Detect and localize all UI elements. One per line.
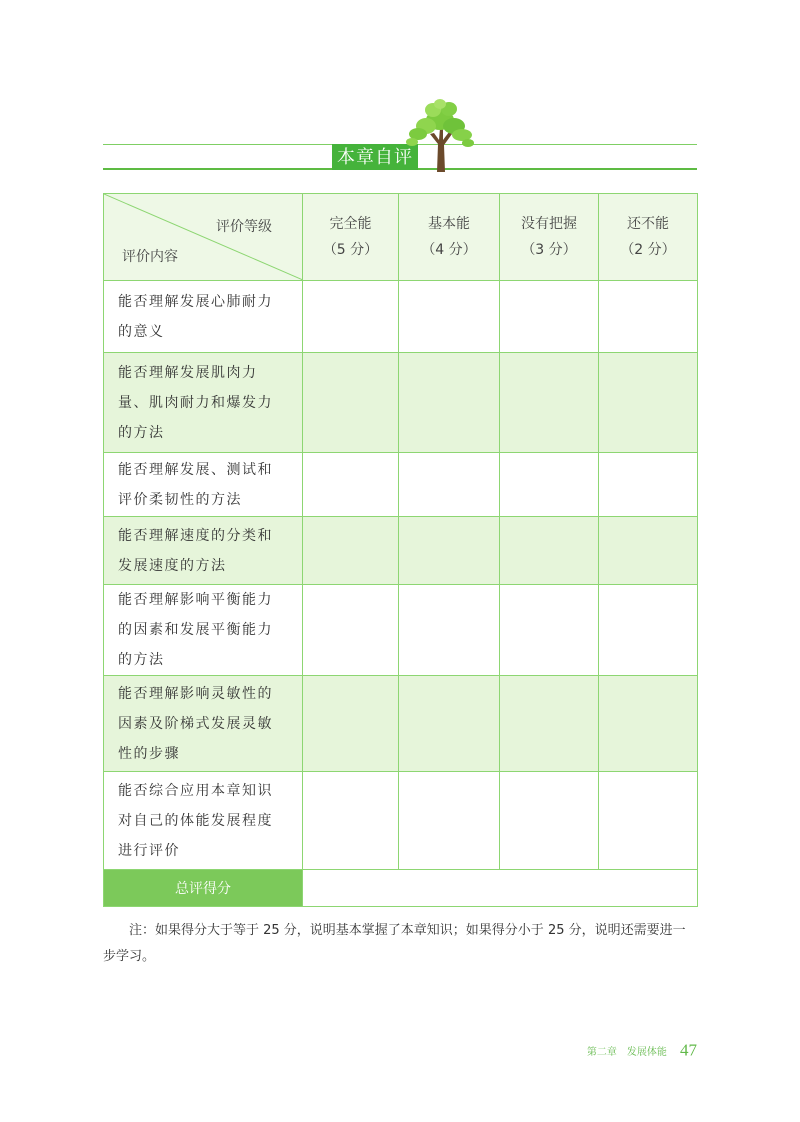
corner-label-content: 评价内容 (122, 249, 178, 265)
table-row (104, 453, 698, 517)
score-cell[interactable] (500, 676, 599, 772)
score-cell[interactable] (399, 585, 500, 676)
column-header-cannot: 还不能 （2 分） (599, 194, 698, 281)
score-cell[interactable] (399, 453, 500, 517)
chapter-header (0, 0, 800, 180)
table-row (104, 676, 698, 772)
total-score-cell[interactable] (303, 870, 698, 907)
row-label: 能否理解影响平衡能力 的因素和发展平衡能力 的方法 (104, 585, 303, 676)
column-header-basic: 基本能 （4 分） (399, 194, 500, 281)
total-score-label: 总评得分 (104, 870, 303, 907)
score-cell[interactable] (500, 585, 599, 676)
page-number: 47 (680, 1040, 697, 1060)
row-label: 能否理解发展肌肉力 量、肌肉耐力和爆发力 的方法 (104, 353, 303, 453)
score-cell[interactable] (500, 353, 599, 453)
table-row (104, 281, 698, 353)
score-cell[interactable] (399, 353, 500, 453)
score-cell[interactable] (599, 281, 698, 353)
score-cell[interactable] (500, 281, 599, 353)
score-cell[interactable] (599, 517, 698, 585)
table-row (104, 517, 698, 585)
score-cell[interactable] (599, 353, 698, 453)
score-cell[interactable] (303, 281, 399, 353)
row-label: 能否理解影响灵敏性的 因素及阶梯式发展灵敏 性的步骤 (104, 676, 303, 772)
table-row (104, 585, 698, 676)
table-row (104, 353, 698, 453)
section-title: 本章自评 (332, 144, 418, 170)
score-cell[interactable] (599, 453, 698, 517)
corner-label-level: 评价等级 (216, 219, 272, 235)
score-cell[interactable] (599, 676, 698, 772)
score-cell[interactable] (303, 585, 399, 676)
score-cell[interactable] (500, 772, 599, 870)
score-cell[interactable] (599, 772, 698, 870)
score-cell[interactable] (599, 585, 698, 676)
score-cell[interactable] (303, 353, 399, 453)
score-cell[interactable] (500, 517, 599, 585)
row-label: 能否综合应用本章知识 对自己的体能发展程度 进行评价 (104, 772, 303, 870)
row-label: 能否理解发展、测试和 评价柔韧性的方法 (104, 453, 303, 517)
score-cell[interactable] (399, 281, 500, 353)
score-note: 注：如果得分大于等于 25 分，说明基本掌握了本章知识；如果得分小于 25 分，说明还需要进一步学习。 (103, 923, 686, 964)
score-cell[interactable] (303, 772, 399, 870)
chapter-label: 第二章 发展体能 (586, 1047, 667, 1058)
score-cell[interactable] (303, 517, 399, 585)
table-row (104, 772, 698, 870)
score-cell[interactable] (303, 453, 399, 517)
column-header-unsure: 没有把握 （3 分） (500, 194, 599, 281)
row-label: 能否理解速度的分类和 发展速度的方法 (104, 517, 303, 585)
score-cell[interactable] (399, 517, 500, 585)
score-cell[interactable] (303, 676, 399, 772)
score-cell[interactable] (399, 676, 500, 772)
row-label: 能否理解发展心肺耐力 的意义 (104, 281, 303, 353)
table-header-row (104, 194, 698, 281)
page-footer (0, 1040, 697, 1064)
self-evaluation-table (103, 193, 698, 907)
score-cell[interactable] (500, 453, 599, 517)
total-row (104, 870, 698, 907)
column-header-full: 完全能 （5 分） (303, 194, 399, 281)
tree-icon (404, 98, 476, 172)
score-cell[interactable] (399, 772, 500, 870)
header-corner-cell (104, 194, 303, 281)
